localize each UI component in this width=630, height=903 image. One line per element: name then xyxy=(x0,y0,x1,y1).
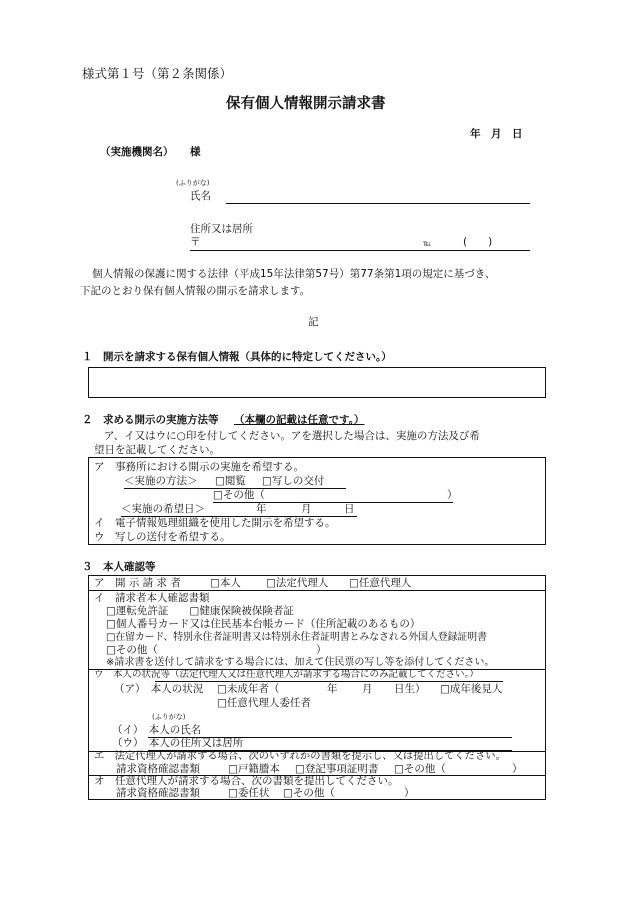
legal-doc-other-close: ） xyxy=(512,763,523,775)
person-status-underline xyxy=(155,681,503,682)
row-divider-1 xyxy=(88,590,546,591)
voluntary-agent-instruction: オ 任意代理人が請求する場合、次の書類を提出してください。 xyxy=(94,775,399,787)
voluntary-agent-docs-label: 請求資格確認書類 xyxy=(116,787,200,799)
status-birth-year: 年 xyxy=(327,683,338,695)
date-line: 年 月 日 xyxy=(470,128,523,140)
status-principal[interactable]: □任意代理人委任者 xyxy=(217,697,311,709)
ki-mark: 記 xyxy=(308,316,319,328)
person-address-label: （ウ） 本人の住所又は居所 xyxy=(112,737,244,749)
name-field-line[interactable] xyxy=(226,203,530,204)
section-2-desc-2: 望日を記載してください。 xyxy=(94,444,220,456)
method-option-view[interactable]: □閲覧 xyxy=(215,475,246,487)
form-label: 様式第１号（第２条関係） xyxy=(82,66,233,81)
section-3-heading: ３ 本人確認等 xyxy=(82,561,156,573)
status-adult-ward[interactable]: □成年後見人 xyxy=(440,683,503,695)
id-doc-other-close: ） xyxy=(316,644,327,656)
intro-line-1: 個人情報の保護に関する法律（平成15年法律第57号）第77条第1項の規定に基づき、 xyxy=(92,268,496,280)
method-other-close: ） xyxy=(447,489,458,501)
id-doc-license[interactable]: □運転免許証 □健康保険被保険者証 xyxy=(106,605,294,617)
requester-self[interactable]: □本人 xyxy=(210,577,241,589)
option-u[interactable]: ウ 写しの送付を希望する。 xyxy=(94,531,231,543)
status-birth-day: 日生） xyxy=(394,683,426,695)
voluntary-doc-other[interactable]: □その他（ xyxy=(283,787,335,799)
method-option-copy[interactable]: □写しの交付 xyxy=(262,475,325,487)
method-option-other[interactable]: □その他（ xyxy=(213,489,265,501)
id-doc-residence-card[interactable]: □在留カード、特別永住者証明書又は特別永住者証明書とみなされる外国人登録証明書 xyxy=(106,632,487,643)
option-a[interactable]: ア 事務所における開示の実施を希望する。 xyxy=(94,461,304,473)
legal-agent-docs-label: 請求資格確認書類 xyxy=(116,763,200,775)
legal-doc-other[interactable]: □その他（ xyxy=(394,763,446,775)
voluntary-doc-power-of-attorney[interactable]: □委任状 xyxy=(228,787,270,799)
date-label: ＜実施の希望日＞ xyxy=(121,503,205,515)
option-i[interactable]: イ 電子情報処理組織を使用した開示を希望する。 xyxy=(94,517,336,529)
address-field-line[interactable] xyxy=(190,250,530,251)
requester-legal-agent[interactable]: □法定代理人 xyxy=(266,577,329,589)
status-birth-month: 月 xyxy=(362,683,373,695)
id-doc-other[interactable]: □その他（ xyxy=(106,644,158,656)
id-doc-mynumber[interactable]: □個人番号カード又は住民基本台帳カード（住所記載のあるもの） xyxy=(106,618,421,630)
section-2-desc-1: ア、イ又はウに○印を付してください。アを選択した場合は、実施の方法及び希 xyxy=(104,430,480,442)
id-docs-label: イ 請求者本人確認書類 xyxy=(94,592,210,604)
id-doc-note: ※請求書を送付して請求をする場合には、加えて住民票の写し等を添付してください。 xyxy=(106,657,495,668)
section-2-heading: ２ 求める開示の実施方法等 xyxy=(82,414,219,426)
intro-line-2: 下記のとおり保有個人情報の開示を請求します。 xyxy=(80,285,311,297)
legal-agent-instruction: エ 法定代理人が請求する場合、次のいずれかの書類を提示し、又は提出してください。 xyxy=(94,750,506,762)
person-name-label: （イ） 本人の氏名 xyxy=(112,724,202,736)
person-furigana: (ふりがな) xyxy=(152,713,186,721)
legal-doc-koseki[interactable]: □戸籍謄本 xyxy=(228,763,280,775)
method-other-underline[interactable] xyxy=(213,502,453,503)
tel-mark: ℡ xyxy=(423,239,432,248)
voluntary-doc-other-close: ） xyxy=(404,787,415,799)
date-month: 月 xyxy=(301,503,312,515)
tel-parens: ( ) xyxy=(463,236,493,248)
postal-mark: 〒 xyxy=(190,236,201,248)
requester-label: ア 開 示 請 求 者 xyxy=(94,577,181,589)
legal-doc-registry[interactable]: □登記事項証明書 xyxy=(295,763,379,775)
form-title: 保有個人情報開示請求書 xyxy=(226,96,386,112)
requested-info-input[interactable] xyxy=(88,367,546,398)
requester-voluntary-agent[interactable]: □任意代理人 xyxy=(349,577,412,589)
section-2-note: （本欄の記載は任意です。） xyxy=(234,414,365,426)
date-day: 日 xyxy=(344,503,355,515)
person-status-label: ウ 本人の状況等（法定代理人又は任意代理人が請求する場合にのみ記載してください。） xyxy=(94,669,479,680)
address-label: 住所又は居所 xyxy=(190,223,253,235)
recipient-org: （実施機関名） xyxy=(100,146,174,158)
section-1-heading: １ 開示を請求する保有個人情報（具体的に特定してください。） xyxy=(82,351,392,363)
date-year: 年 xyxy=(256,503,267,515)
recipient-honorific: 様 xyxy=(190,146,201,158)
method-label: ＜実施の方法＞ xyxy=(124,475,198,487)
status-minor[interactable]: □未成年者（ xyxy=(217,683,280,695)
name-label: 氏名 xyxy=(190,190,211,202)
person-status: （ア） 本人の状況 xyxy=(114,683,204,695)
name-furigana: (ふりがな) xyxy=(176,179,210,187)
